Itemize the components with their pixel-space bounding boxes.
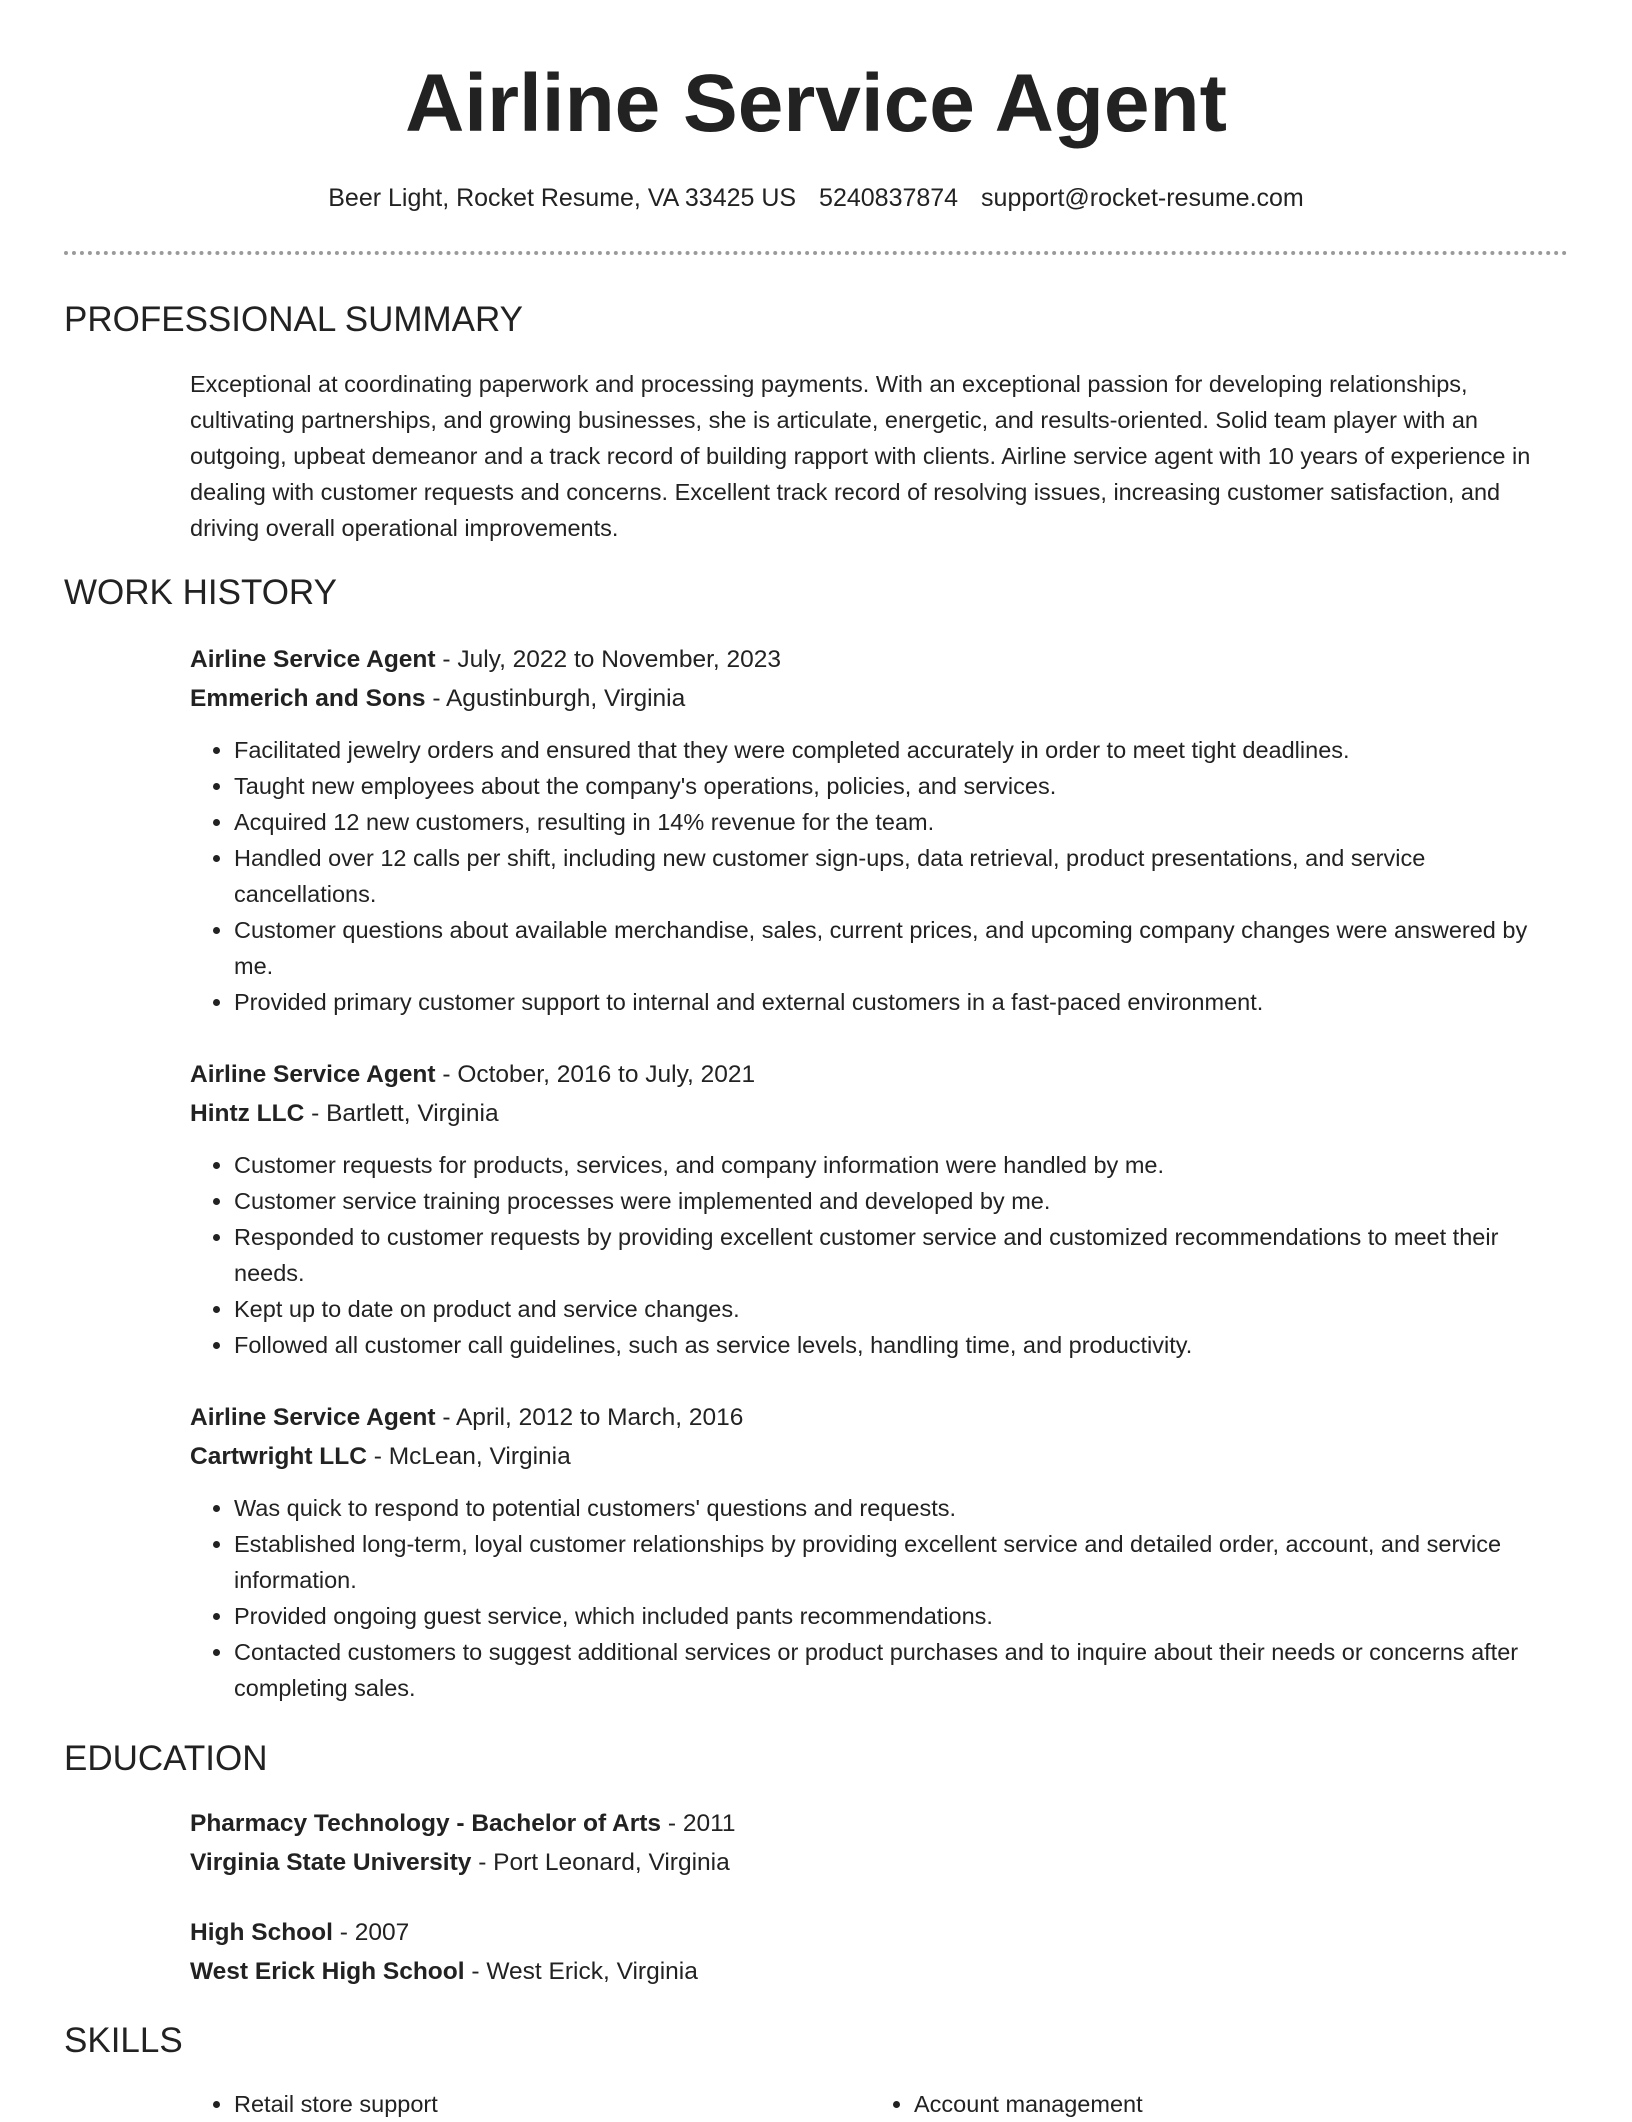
contact-address: Beer Light, Rocket Resume, VA 33425 US <box>328 184 797 212</box>
job-company-line <box>190 1437 1570 1476</box>
education-year: - 2011 <box>661 1810 736 1837</box>
job-bullet: • Provided ongoing guest service, which included pants recommendations. <box>234 1598 1570 1634</box>
job-bullet: • Responded to customer requests by providing excellent customer service and customized recommendations to meet their needs. <box>234 1219 1570 1291</box>
job-bullet: • Acquired 12 new customers, resulting in 14% revenue for the team. <box>234 804 1570 840</box>
job-bullet: • Was quick to respond to potential customers' questions and requests. <box>234 1490 1570 1526</box>
job-bullet: • Customer requests for products, services, and company information were handled by me. <box>234 1147 1570 1183</box>
skills-list <box>190 2086 1570 2122</box>
education-entry <box>190 1913 1570 1991</box>
job-entry <box>190 1055 1570 1363</box>
job-bullet: • Provided primary customer support to internal and external customers in a fast-paced environment. <box>234 984 1570 1020</box>
job-dates: - April, 2012 to March, 2016 <box>435 1404 744 1431</box>
job-entry <box>190 1398 1570 1706</box>
education-school: West Erick High School <box>190 1958 465 1985</box>
education-entry <box>190 1804 1570 1882</box>
job-dates: - July, 2022 to November, 2023 <box>435 646 782 673</box>
education-heading: EDUCATION <box>64 1739 268 1778</box>
job-bullets <box>190 732 1570 1020</box>
summary-text: Exceptional at coordinating paperwork and processing payments. With an exceptional passion for developing relationships, cultivating partnerships, and growing businesses, she is articulate, energetic, and results-oriented. Solid team player with an outgoing, upbeat demeanor and a track record of building rapport with clients. Airline service agent with 10 years of experience in dealing with customer requests and concerns. Excellent track record of resolving issues, increasing customer satisfaction, and driving overall operational improvements. <box>190 371 1531 541</box>
job-bullet: • Customer service training processes were implemented and developed by me. <box>234 1183 1570 1219</box>
job-bullet: • Established long-term, loyal customer relationships by providing excellent service and detailed order, account, and service information. <box>234 1526 1570 1598</box>
education-degree: High School <box>190 1919 333 1946</box>
job-entry <box>190 640 1570 1020</box>
skills-heading: SKILLS <box>64 2021 183 2060</box>
header-divider <box>64 251 1568 255</box>
job-role: Airline Service Agent <box>190 1061 436 1088</box>
skills-items <box>190 2086 1570 2122</box>
job-company: Hintz LLC <box>190 1100 305 1127</box>
job-company-line <box>190 1094 1570 1133</box>
job-location: - Agustinburgh, Virginia <box>425 685 686 712</box>
job-role: Airline Service Agent <box>190 1404 436 1431</box>
education-school: Virginia State University <box>190 1849 472 1876</box>
education-school-line <box>190 1952 1570 1991</box>
job-company: Cartwright LLC <box>190 1443 367 1470</box>
job-dates: - October, 2016 to July, 2021 <box>435 1061 756 1088</box>
contact-phone: 5240837874 <box>819 184 959 212</box>
education-year: - 2007 <box>332 1919 410 1946</box>
skill-item: • Account management <box>914 2086 1594 2122</box>
education-location: - Port Leonard, Virginia <box>471 1849 730 1876</box>
job-bullets <box>190 1490 1570 1706</box>
resume-name: Airline Service Agent <box>405 58 1227 149</box>
education-degree: Pharmacy Technology - Bachelor of Arts <box>190 1810 662 1837</box>
job-bullet: • Facilitated jewelry orders and ensured that they were completed accurately in order to meet tight deadlines. <box>234 732 1570 768</box>
job-company: Emmerich and Sons <box>190 685 426 712</box>
job-bullets <box>190 1147 1570 1363</box>
job-bullet: • Handled over 12 calls per shift, including new customer sign-ups, data retrieval, product presentations, and service cancellations. <box>234 840 1570 912</box>
job-role: Airline Service Agent <box>190 646 436 673</box>
work-history-heading: WORK HISTORY <box>64 573 337 612</box>
skill-item: • Retail store support <box>234 2086 914 2122</box>
job-title-line <box>190 1398 1570 1437</box>
job-company-line <box>190 679 1570 718</box>
job-title-line <box>190 640 1570 679</box>
job-bullet: • Kept up to date on product and service changes. <box>234 1291 1570 1327</box>
job-bullet: • Followed all customer call guidelines, such as service levels, handling time, and productivity. <box>234 1327 1570 1363</box>
job-bullet: • Contacted customers to suggest additional services or product purchases and to inquire about their needs or concerns after completing sales. <box>234 1634 1570 1706</box>
contact-line <box>0 180 1632 216</box>
education-degree-line <box>190 1804 1570 1843</box>
job-location: - McLean, Virginia <box>366 1443 571 1470</box>
job-location: - Bartlett, Virginia <box>304 1100 499 1127</box>
education-location: - West Erick, Virginia <box>464 1958 698 1985</box>
summary-heading: PROFESSIONAL SUMMARY <box>64 300 523 339</box>
job-title-line <box>190 1055 1570 1094</box>
contact-email: support@rocket-resume.com <box>981 184 1304 212</box>
education-school-line <box>190 1843 1570 1882</box>
education-degree-line <box>190 1913 1570 1952</box>
job-bullet: • Taught new employees about the company's operations, policies, and services. <box>234 768 1570 804</box>
job-bullet: • Customer questions about available merchandise, sales, current prices, and upcoming company changes were answered by me. <box>234 912 1570 984</box>
